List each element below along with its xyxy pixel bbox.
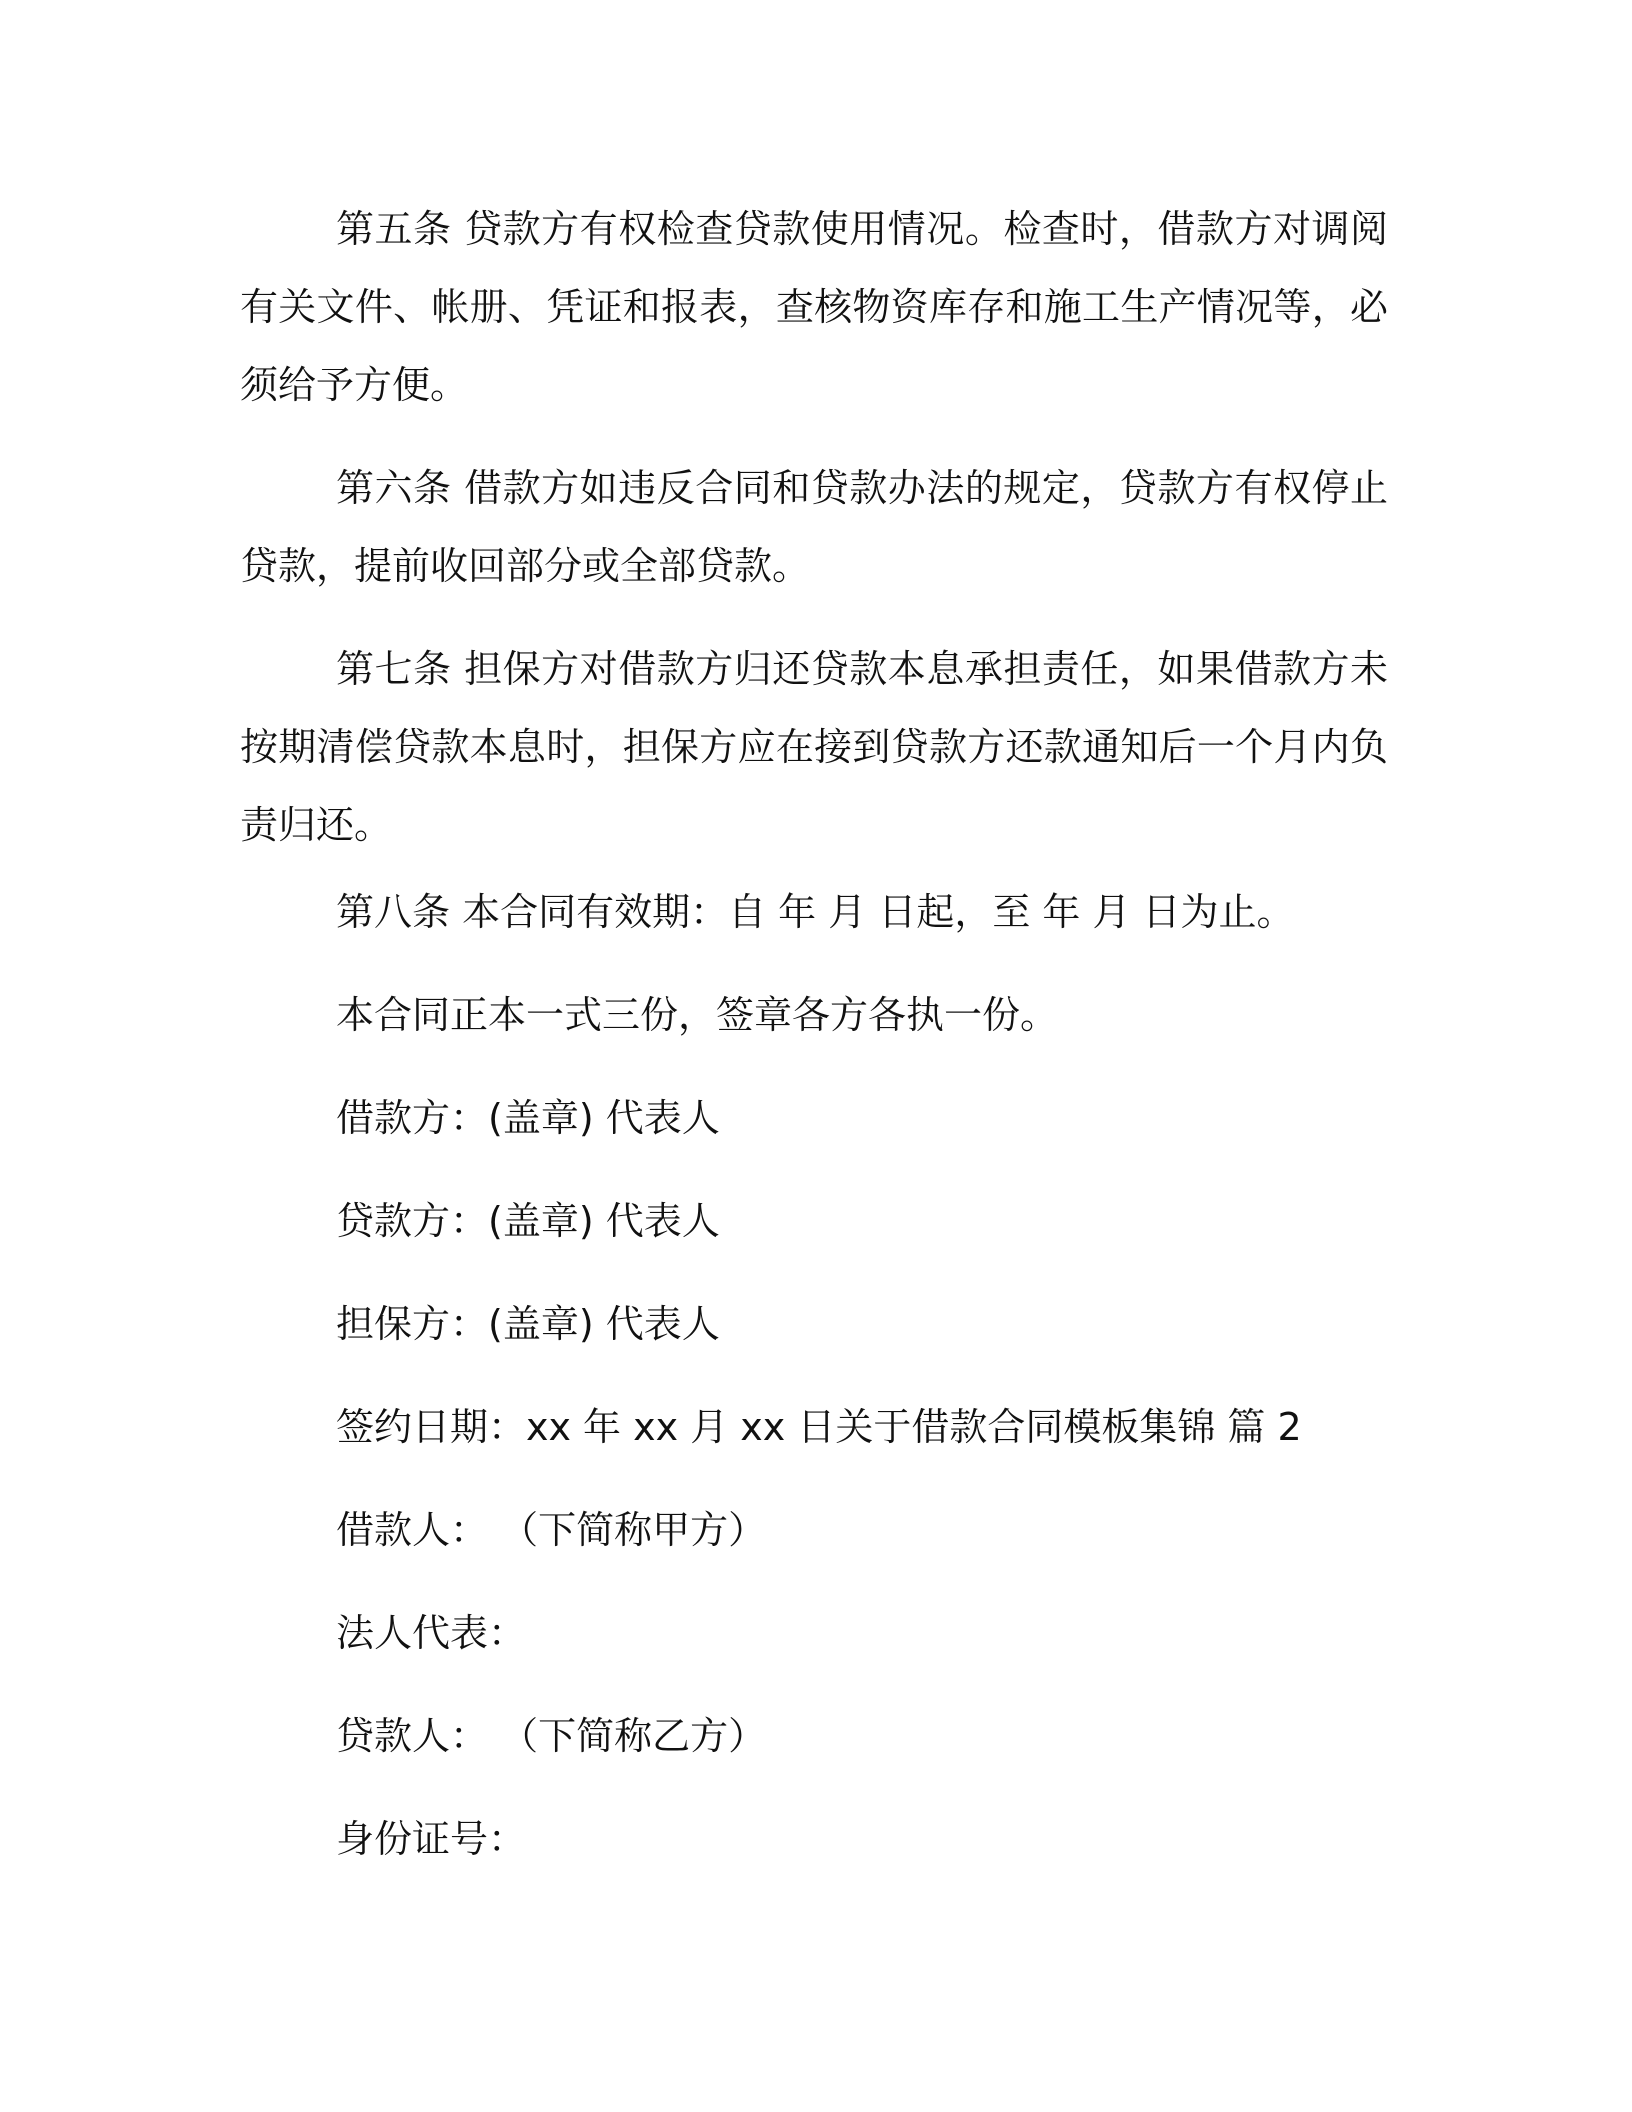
contract-clauses [240,190,1388,864]
borrower-seal-line: 借款方：(盖章) 代表人 [336,1096,720,1140]
clause-6-paragraph: 第六条 借款方如违反合同和贷款办法的规定，贷款方有权停止贷款，提前收回部分或全部贷款。 [240,466,1388,588]
clause-8-validity-line: 第八条 本合同有效期：自 年 月 日起，至 年 月 日为止。 [336,890,1295,934]
borrower-party-a-line: 借款人： （下简称甲方） [336,1508,767,1552]
id-number-line: 身份证号： [336,1817,527,1861]
clause-7-paragraph: 第七条 担保方对借款方归还贷款本息承担责任，如果借款方未按期清偿贷款本息时，担保方应在接到贷款方还款通知后一个月内负责归还。 [240,647,1388,847]
guarantor-seal-line: 担保方：(盖章) 代表人 [336,1302,720,1346]
lender-party-b-line: 贷款人： （下简称乙方） [336,1714,767,1758]
lender-seal-line: 贷款方：(盖章) 代表人 [336,1199,720,1243]
clause-5-paragraph: 第五条 贷款方有权检查贷款使用情况。检查时，借款方对调阅有关文件、帐册、凭证和报表，查核物资库存和施工生产情况等，必须给予方便。 [240,207,1388,407]
legal-representative-line: 法人代表： [336,1611,527,1655]
signing-date-line: 签约日期：xx 年 xx 月 xx 日关于借款合同模板集锦 篇 2 [336,1405,1302,1449]
copies-line: 本合同正本一式三份，签章各方各执一份。 [336,993,1059,1037]
